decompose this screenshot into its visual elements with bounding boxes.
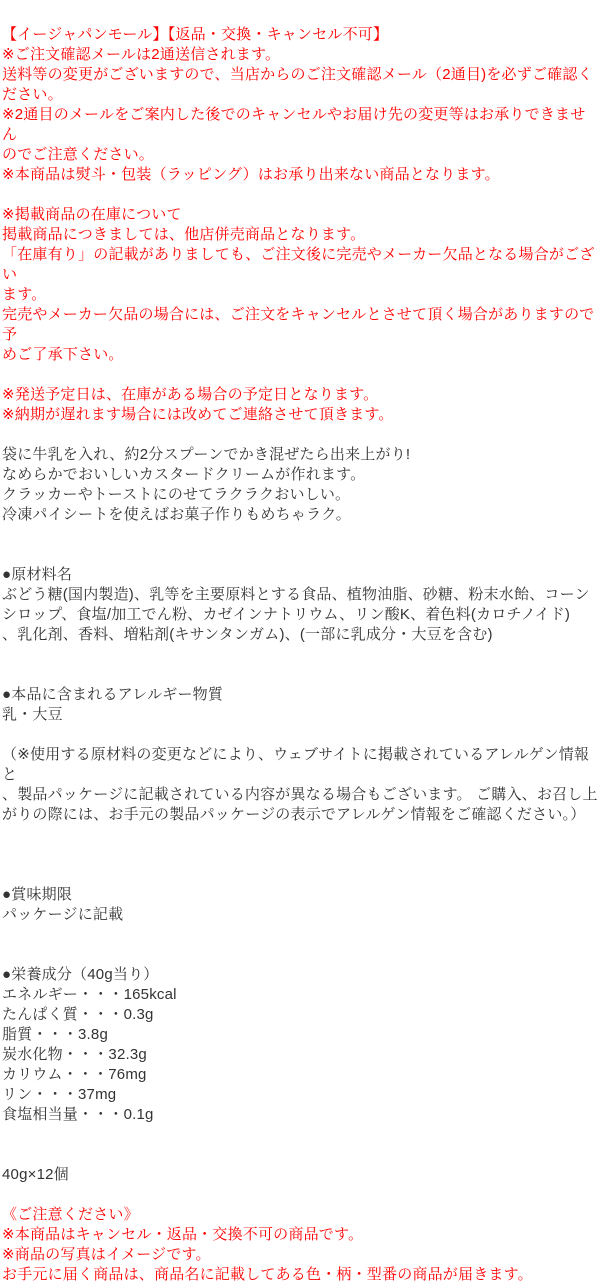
allergen-disclaimer-line: がりの際には、お手元の製品パッケージの表示でアレルゲン情報をご確認ください。） [2, 806, 586, 823]
mall-order-notice-line: 送料等の変更がございますので、当店からのご注文確認メール（2通目)を必ずご確認く [2, 66, 593, 83]
expiration-line: パッケージに記載 [2, 906, 124, 923]
mall-order-notice-line: ※ご注文確認メールは2通送信されます。 [2, 46, 281, 63]
product-description-line: なめらかでおいしいカスタードクリームが作れます。 [2, 466, 366, 483]
nutrition-line: カリウム・・・76mg [2, 1066, 147, 1083]
mall-order-notice-line: のでご注意ください。 [2, 146, 155, 163]
allergens-line: 乳・大豆 [2, 706, 63, 723]
allergens-line: ●本品に含まれるアレルギー物質 [2, 686, 224, 703]
mall-order-notice-line: ※本商品は熨斗・包装（ラッピング）はお承り出来ない商品となります。 [2, 166, 500, 183]
allergens [2, 685, 598, 725]
mall-order-notice-line: 【イージャパンモール】【返品・交換・キャンセル不可】 [2, 26, 389, 43]
product-description-line: 冷凍パイシートを使えばお菓子作りもめちゃラク。 [2, 506, 352, 523]
caution-notice [2, 1205, 598, 1285]
ingredients [2, 565, 598, 645]
ingredients-line: シロップ、食塩/加工でん粉、カゼインナトリウム、リン酸K、着色料(カロチノイド) [2, 606, 571, 623]
caution-notice-line: ※商品の写真はイメージです。 [2, 1246, 211, 1263]
nutrition-line: たんぱく質・・・0.3g [2, 1006, 154, 1023]
nutrition-line: 脂質・・・3.8g [2, 1026, 108, 1043]
ingredients-line: ぶどう糖(国内製造)、乳等を主要原料とする食品、植物油脂、砂糖、粉末水飴、コーン [2, 586, 590, 603]
nutrition-line: 炭水化物・・・32.3g [2, 1046, 147, 1063]
mall-order-notice-line: ※2通目のメールをご案内した後でのキャンセルやお届け先の変更等はお承りできません [2, 106, 586, 143]
allergen-disclaimer-line: （※使用する原材料の変更などにより、ウェブサイトに掲載されているアレルゲン情報と [2, 746, 590, 783]
stock-notice-line: 「在庫有り」の記載がありましても、ご注文後に完売やメーカー欠品となる場合がござい [2, 246, 595, 283]
shipping-notice-line: ※発送予定日は、在庫がある場合の予定日となります。 [2, 386, 379, 403]
stock-notice-line: ※掲載商品の在庫について [2, 206, 182, 223]
ingredients-line: ●原材料名 [2, 566, 73, 583]
nutrition-line: 食塩相当量・・・0.1g [2, 1106, 154, 1123]
stock-notice-line: 完売やメーカー欠品の場合には、ご注文をキャンセルとさせて頂く場合がありますので予 [2, 306, 595, 343]
shipping-notice [2, 385, 598, 425]
stock-notice-line: ます。 [2, 286, 47, 303]
nutrition-line: ●栄養成分（40g当り） [2, 966, 159, 983]
ingredients-line: 、乳化剤、香料、増粘剤(キサンタンガム)、(一部に乳成分・大豆を含む) [2, 626, 493, 643]
stock-notice [2, 205, 598, 365]
mall-order-notice-line: ださい。 [2, 86, 63, 103]
caution-notice-line: お手元に届く商品は、商品名に記載してある色・柄・型番の商品が届きます。 [2, 1266, 533, 1283]
package-size [2, 1165, 598, 1185]
nutrition-line: エネルギー・・・165kcal [2, 986, 177, 1003]
stock-notice-line: 掲載商品につきましては、他店併売商品となります。 [2, 226, 366, 243]
mall-order-notice [2, 25, 598, 185]
package-size-line: 40g×12個 [2, 1166, 69, 1183]
description-body [2, 25, 598, 1285]
nutrition-line: リン・・・37mg [2, 1086, 117, 1103]
expiration-line: ●賞味期限 [2, 886, 73, 903]
caution-notice-line: 《ご注意ください》 [2, 1206, 139, 1223]
stock-notice-line: めご了承下さい。 [2, 346, 124, 363]
product-description-line: クラッカーやトーストにのせてラクラクおいしい。 [2, 486, 351, 503]
product-description [2, 445, 598, 525]
product-description-line: 袋に牛乳を入れ、約2分スプーンでかき混ぜたら出来上がり! [2, 446, 411, 463]
expiration [2, 885, 598, 925]
allergen-disclaimer [2, 745, 598, 825]
allergen-disclaimer-line: 、製品パッケージに記載されている内容が異なる場合もございます。 ご購入、お召し上 [2, 786, 598, 803]
shipping-notice-line: ※納期が遅れます場合には改めてご連絡させて頂きます。 [2, 406, 394, 423]
nutrition [2, 965, 598, 1125]
caution-notice-line: ※本商品はキャンセル・返品・交換不可の商品です。 [2, 1226, 364, 1243]
